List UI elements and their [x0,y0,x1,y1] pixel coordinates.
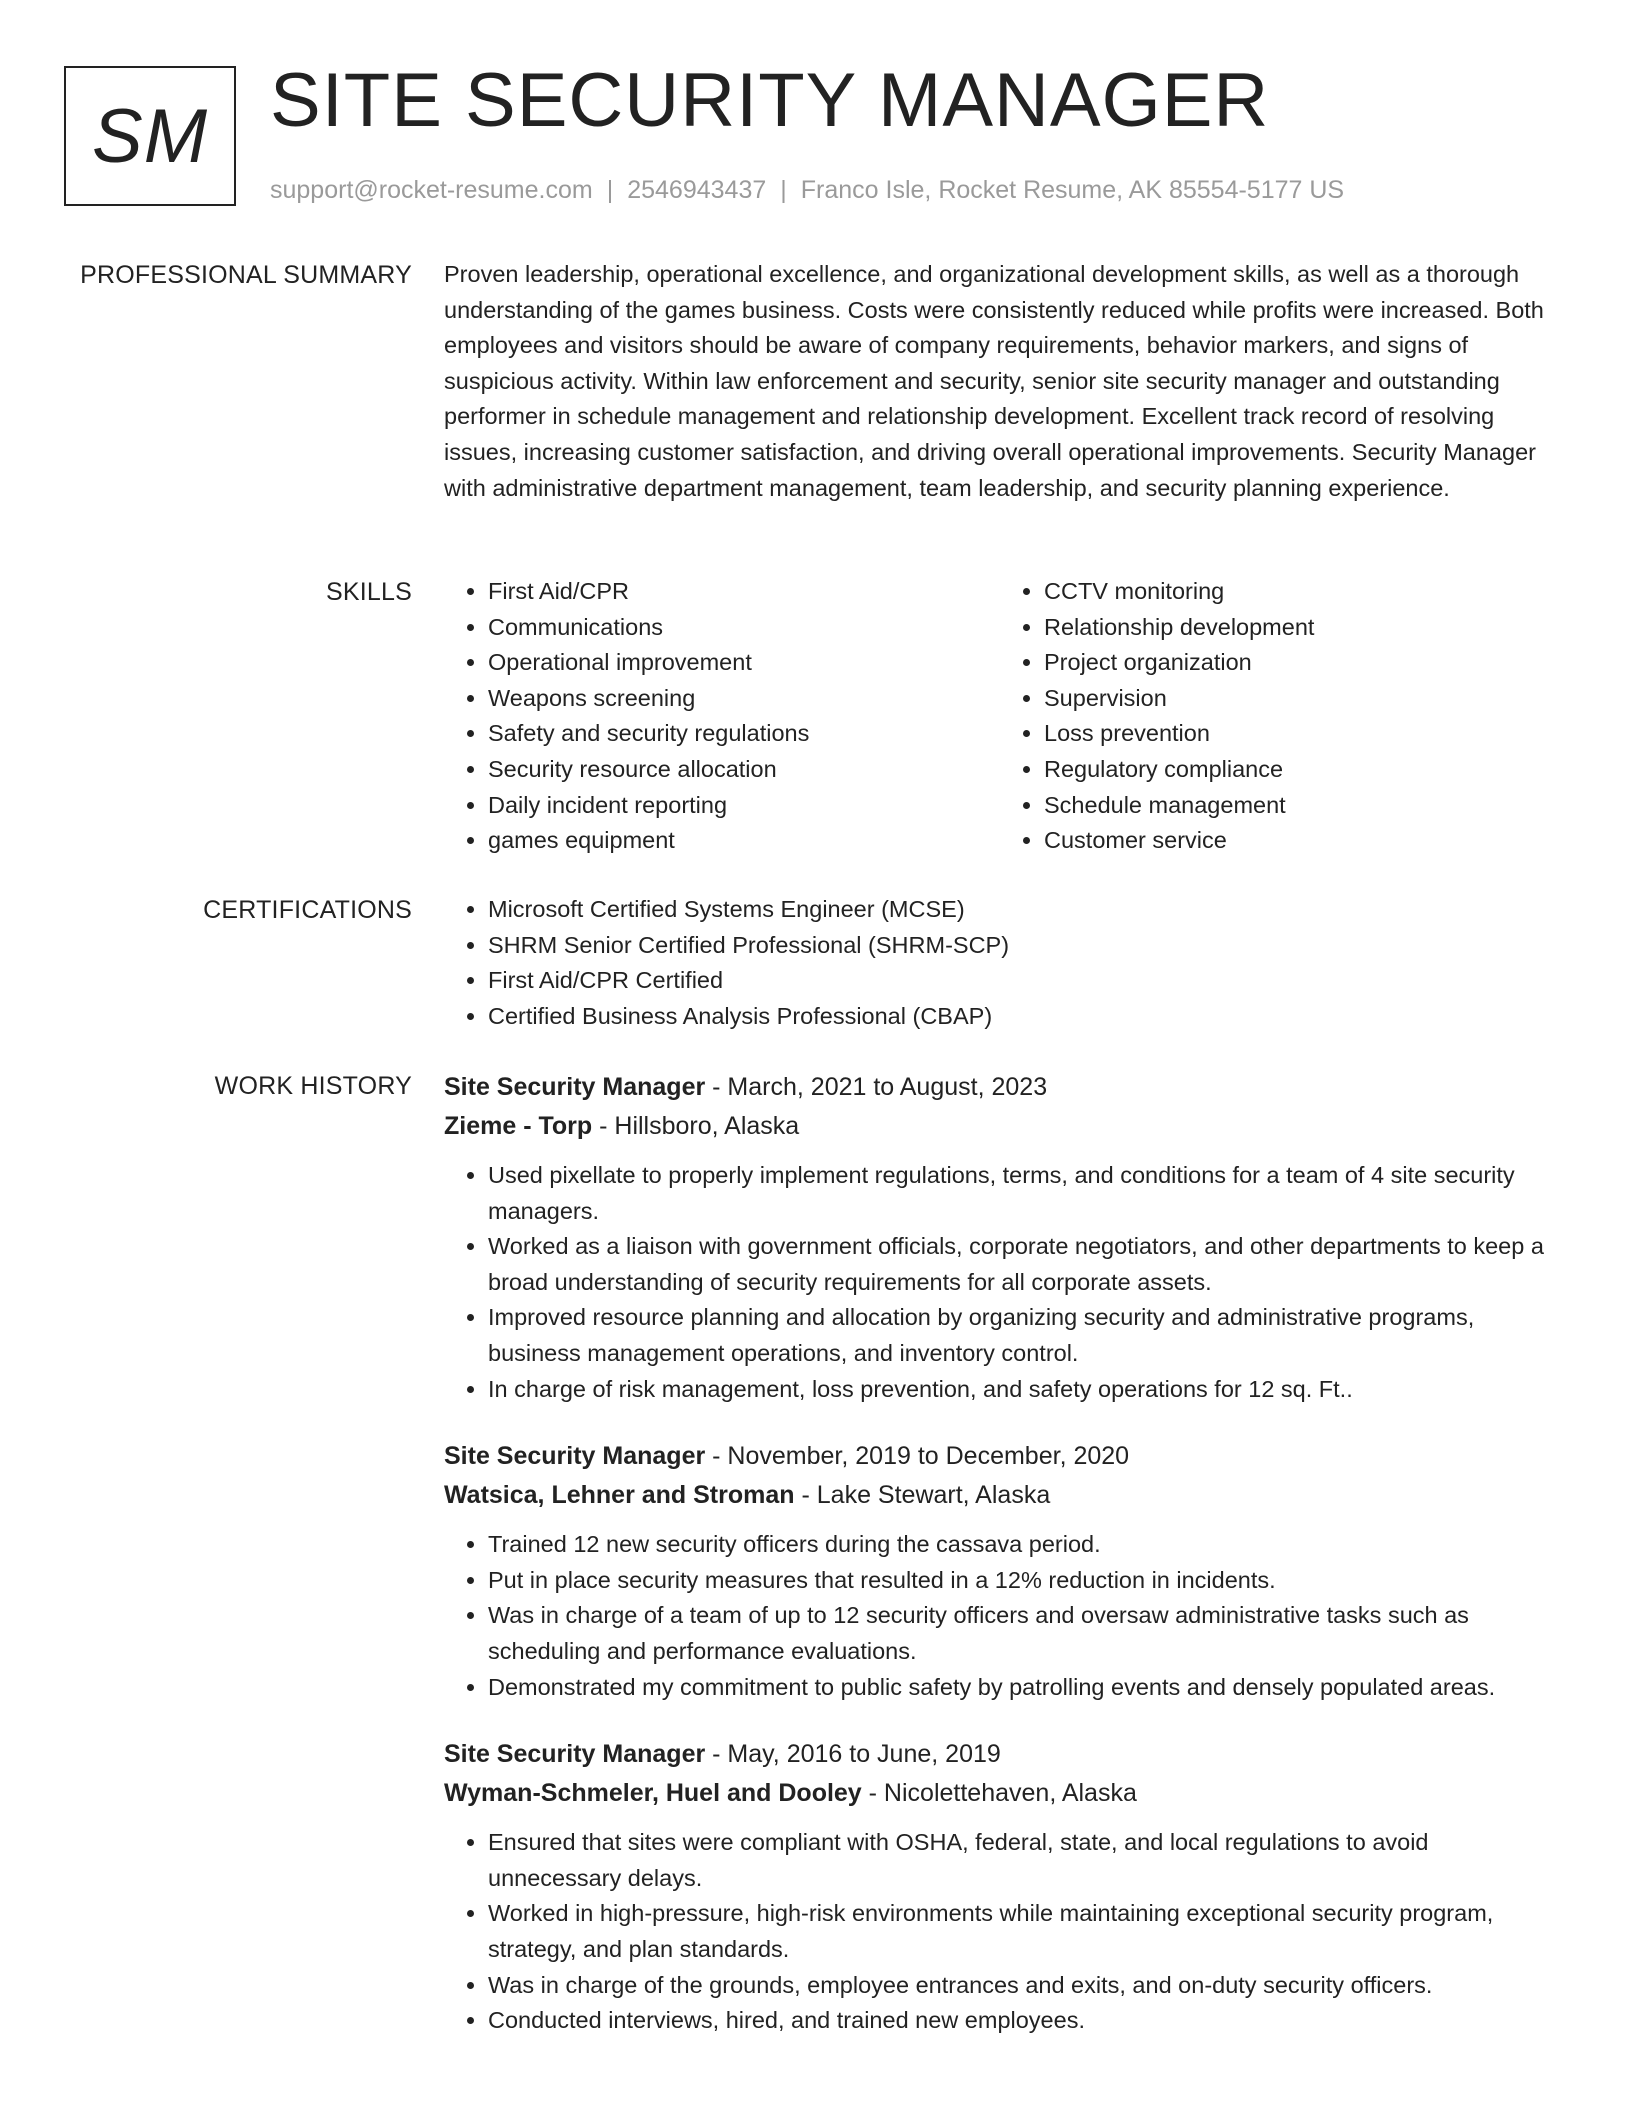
list-item: • Customer service [1044,823,1556,859]
list-item: • Security resource allocation [488,752,1000,788]
list-item: • Improved resource planning and allocation by organizing security and administrative programs, business management operations, and inventory control. [488,1300,1556,1371]
job-company: Wyman-Schmeler, Huel and Dooley [444,1779,862,1808]
skills-list-left [444,574,1000,859]
job-duties-list [444,1158,1556,1407]
list-item: • Loss prevention [1044,716,1556,752]
job-company-line [444,1774,1556,1813]
list-item: • Microsoft Certified Systems Engineer (MCSE) [488,892,1556,928]
list-item: • Communications [488,610,1000,646]
list-item: • Was in charge of the grounds, employee entrances and exits, and on-duty security officers. [488,1968,1556,2004]
list-item: • games equipment [488,823,1000,859]
list-item: • Worked as a liaison with government officials, corporate negotiators, and other departments to keep a broad understanding of security requirements for all corporate assets. [488,1229,1556,1300]
contact-email: support@rocket-resume.com [270,176,593,204]
list-item: • Regulatory compliance [1044,752,1556,788]
skills-body [444,574,1556,859]
job-title: Site Security Manager [444,1740,706,1769]
job-company: Watsica, Lehner and Stroman [444,1481,795,1510]
list-item: • Project organization [1044,645,1556,681]
job-dates: - November, 2019 to December, 2020 [705,1442,1130,1471]
job-location: - Lake Stewart, Alaska [794,1481,1051,1510]
contact-line [270,174,1344,206]
list-item: • Ensured that sites were compliant with OSHA, federal, state, and local regulations to avoid unnecessary delays. [488,1825,1556,1896]
list-item: • Demonstrated my commitment to public safety by patrolling events and densely populated areas. [488,1670,1556,1706]
list-item: • Supervision [1044,681,1556,717]
work-history-heading: WORK HISTORY [214,1072,412,1100]
job-title-line [444,1437,1556,1476]
list-item: • Certified Business Analysis Professional (CBAP) [488,999,1556,1035]
certifications-body [444,892,1556,1034]
work-history-body [444,1068,1556,2069]
summary-heading: PROFESSIONAL SUMMARY [80,261,412,289]
contact-phone: 2546943437 [627,176,767,204]
job-duties-list [444,1527,1556,1705]
skills-list-right [1000,574,1556,859]
job-entry [444,1735,1556,2039]
list-item: • Schedule management [1044,788,1556,824]
list-item: • Weapons screening [488,681,1000,717]
list-item: • First Aid/CPR [488,574,1000,610]
list-item: • Safety and security regulations [488,716,1000,752]
contact-separator: | [780,176,787,204]
list-item: • Trained 12 new security officers during the cassava period. [488,1527,1556,1563]
job-company: Zieme - Torp [444,1112,593,1140]
list-item: • SHRM Senior Certified Professional (SHRM-SCP) [488,928,1556,964]
list-item: • Relationship development [1044,610,1556,646]
certifications-list [444,892,1556,1034]
contact-address: Franco Isle, Rocket Resume, AK 85554-5177 US [800,176,1345,204]
monogram-logo: SM [64,66,236,206]
job-company-line [444,1107,1556,1146]
job-title-line [444,1068,1556,1107]
list-item: • Daily incident reporting [488,788,1000,824]
certifications-heading: CERTIFICATIONS [203,896,412,924]
list-item: • Operational improvement [488,645,1000,681]
list-item: • Put in place security measures that resulted in a 12% reduction in incidents. [488,1563,1556,1599]
contact-separator: | [606,176,614,204]
job-entry [444,1437,1556,1705]
job-duties-list [444,1825,1556,2039]
resume-title: SITE SECURITY MANAGER [270,58,1270,143]
skills-heading: SKILLS [326,578,412,606]
list-item: • Was in charge of a team of up to 12 security officers and oversaw administrative tasks such as scheduling and performance evaluations. [488,1598,1556,1669]
job-dates: - May, 2016 to June, 2019 [705,1740,1001,1769]
job-company-line [444,1476,1556,1515]
summary-text: Proven leadership, operational excellence, and organizational development skills, as well as a thorough understanding of the games business. Costs were consistently reduced while profits were increased. Both employees and visitors should be aware of company requirements, behavior markers, and signs of suspicious activity. Within law enforcement and security, senior site security manager and outstanding performer in schedule management and relationship development. Excellent track record of resolving issues, increasing customer satisfaction, and driving overall operational improvements. Security Manager with administrative department management, team leadership, and security planning experience. [444,261,1544,501]
job-title: Site Security Manager [444,1442,706,1471]
list-item: • Conducted interviews, hired, and trained new employees. [488,2003,1556,2039]
list-item: • Used pixellate to properly implement regulations, terms, and conditions for a team of 4 site security managers. [488,1158,1556,1229]
list-item: • First Aid/CPR Certified [488,963,1556,999]
list-item: • CCTV monitoring [1044,574,1556,610]
job-location: - Nicolettehaven, Alaska [861,1779,1137,1808]
summary-body [444,257,1556,506]
job-entry [444,1068,1556,1407]
job-location: - Hillsboro, Alaska [592,1112,800,1140]
job-dates: - March, 2021 to August, 2023 [705,1073,1048,1101]
list-item: • In charge of risk management, loss prevention, and safety operations for 12 sq. Ft.. [488,1372,1556,1408]
list-item: • Worked in high-pressure, high-risk environments while maintaining exceptional security program, strategy, and plan standards. [488,1896,1556,1967]
job-title-line [444,1735,1556,1774]
job-title: Site Security Manager [444,1073,706,1101]
